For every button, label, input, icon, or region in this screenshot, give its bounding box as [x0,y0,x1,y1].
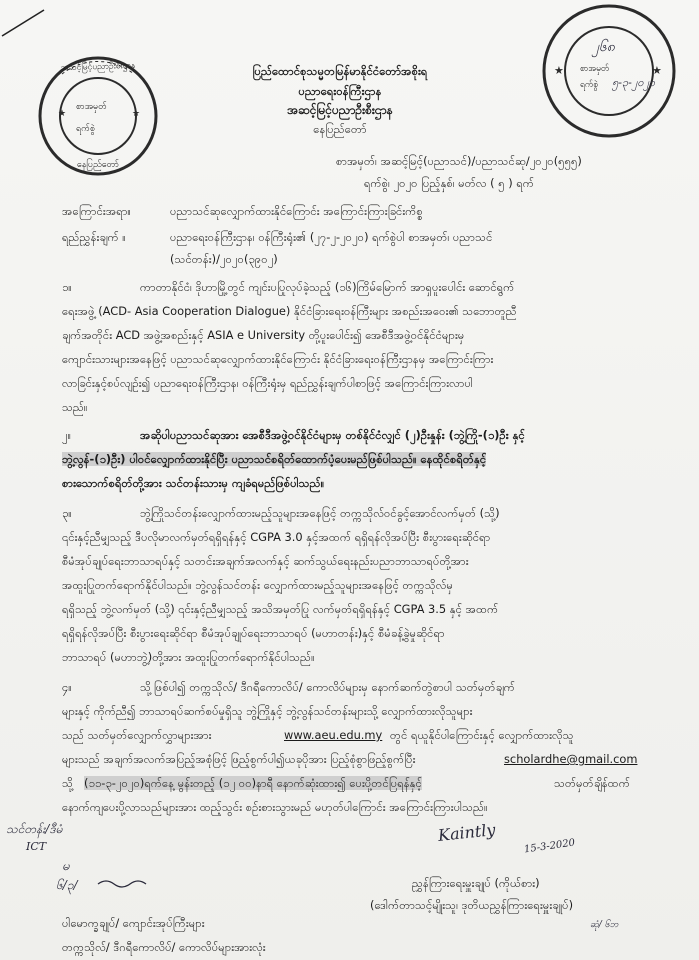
paragraph-3-line: ဘွဲ့ကြိုသင်တန်းလျှောက်ထားမည့်သူများအနေဖြင့် တက္ကသိုလ်ဝင်ခွင့်အောင်လက်မှတ် (သို့) [140,506,500,520]
paragraph-4-line: သတ်မှတ်ချိန်ထက် [554,776,630,790]
paragraph-1-line: ချက်အတိုင်း ACD အဖွဲ့အစည်းနှင့် ASIA e University တို့ပူးပေါင်း၍ အေစီဒီအဖွဲ့ဝင်နိုင်ငံများမှ [62,328,465,342]
paragraph-1-line: ရေးအဖွဲ့ (ACD- Asia Cooperation Dialogue) နိုင်ငံခြားရေးဝန်ကြီးများ အစည်းအဝေး၏ သဘောတူညီ [62,304,517,318]
pen-mark-icon [0,0,50,40]
department-seal-left [36,54,160,178]
recipients-line-2: တက္ကသိုလ်/ ဒီဂရီကောလိပ်/ ကောလိပ်များအားလုံး [62,940,266,954]
paragraph-4-line: သည် သတ်မှတ်လျှောက်လွှာများအား [62,728,212,742]
deadline-highlight: (၁၁-၃-၂၀၂၀)ရက်နေ့ မွန်းတည့် (၁၂ ၀၀)နာရီ နောက်ဆုံးထား၍ ပေးပို့တင်ပြရန်နှင့် [84,776,422,790]
paragraph-4-line: တွင် ရယူနိုင်ပါကြောင်းနှင့် လျှောက်ထားလိုသူ [390,728,574,742]
paragraph-3-line: ရရှိရန်လိုအပ်ပြီး စီးပွားရေးဆိုင်ရာ စီမံအုပ်ချုပ်ရေးဘာသာရပ် (မဟာတန်း)နှင့် စီမံခန့်ခွဲမှုဆိုင်ရာ [62,626,445,640]
received-seal-right [540,2,678,140]
subject-label: အကြောင်းအရာ။ [62,204,131,218]
paragraph-2-number: ၂။ [62,428,72,442]
paragraph-4-line: များနှင့် ကိုက်ညီ၍ ဘာသာရပ်ဆက်စပ်မှုရှိသူ ဘွဲ့ကြိုနှင့် ဘွဲ့လွန်သင်တန်းများသို့ လျှောက်ထားလိုသူများ [62,704,473,718]
scribble-icon [96,876,156,890]
paragraph-4-line: သို့ဖြစ်ပါ၍ တက္ကသိုလ်/ ဒီဂရီကောလိပ်/ ကောလိပ်များမှ နောက်ဆက်တွဲစာပါ သတ်မှတ်ချက် [140,680,515,694]
seal-right-field-letter: စာအမှတ် [580,64,610,74]
paragraph-3-number: ၃။ [62,506,72,520]
svg-text:★: ★ [58,109,67,119]
paragraph-1-line: ကာတာနိုင်ငံ၊ ဒိုဟာမြို့တွင် ကျင်းပပြုလုပ်ခဲ့သည့် (၁၆)ကြိမ်မြောက် အာရှပူးပေါင်း ဆောင်ရွက် [140,280,515,294]
email-link[interactable]: scholardhe@gmail.com [504,752,638,766]
svg-text:★: ★ [132,109,141,119]
signature-date: 15-3-2020 [523,837,576,856]
signature-scribble: Kaintly [437,820,497,845]
letterhead-department: အဆင့်မြင့်ပညာဦးစီးဌာန [287,103,393,117]
paragraph-3-line: စီမံအုပ်ချုပ်ရေးဘာသာရပ်နှင့် သတင်းအချက်အလက်နှင့် ဆက်သွယ်ရေးနည်းပညာဘာသာရပ်တို့အား [62,554,469,568]
paragraph-2-line: ဘွဲ့လွန်-(၁)ဦး) ပါဝင်လျှောက်ထားနိုင်ပြီး ပညာသင်စရိတ်ထောက်ပံ့ပေးမည်ဖြစ်ပါသည်။ နေထိုင်စရိတ်နှင့် [62,452,487,466]
paragraph-3-line: ဘာသာရပ် (မဟာဘွဲ့)တို့အား အထူးပြုတက်ရောက်နိုင်ပါသည်။ [62,650,315,664]
margin-note: ၆/၃/ [56,878,78,892]
website-link[interactable]: www.aeu.edu.my [284,728,383,742]
paragraph-1-line: သည်။ [62,400,88,414]
paragraph-3-line: ရရှိသည့် ဘွဲ့လက်မှတ် (သို့) ၎င်းနှင့်ညီမျှသည့် အသိအမှတ်ပြု လက်မှတ်ရရှိရန်နှင့် CGPA 3.5 နှင့် အထက် [62,602,499,616]
letterhead-city: နေပြည်တော် [313,122,367,136]
subject-text: ပညာသင်ဆုလျှောက်ထားနိုင်ကြောင်း အကြောင်းကြားခြင်းကိစ္စ [170,204,423,218]
letterhead-ministry: ပညာရေးဝန်ကြီးဌာန [298,84,382,98]
seal-right-date: ၅-၃-၂၀၂၀ [612,76,655,89]
svg-text:★: ★ [652,64,662,77]
paragraph-4-line: သို့ [62,776,74,790]
paragraph-4-number: ၄။ [62,680,72,694]
seal-left-field-date: ရက်စွဲ [76,124,96,134]
signatory-name: (ဒေါက်တာသင့်မျိုးသူ၊ ဒုတိယညွှန်ကြားရေးမှူးချုပ်) [370,898,574,912]
paragraph-4-line: နောက်ကျပေးပို့လာသည်များအား ထည့်သွင်း စဉ်းစားသွားမည် မဟုတ်ပါကြောင်း အကြောင်းကြားပါသည်။ [62,800,488,814]
seal-right-number: ၂၆၈ [592,39,615,55]
margin-note: ICT [26,840,47,853]
seal-left-field-letter: စာအမှတ် [76,102,107,112]
paragraph-1-line: လာခြင်းနှင့်စပ်လျဉ်း၍ ပညာရေးဝန်ကြီးဌာန၊ ဝန်ကြီးရုံးမှ ရည်ညွှန်းချက်ပါစာဖြင့် အကြောင်းကြားလာပါ [62,376,473,390]
seal-left-bottom-text: နေပြည်တော် [76,160,120,170]
svg-text:★: ★ [554,64,564,77]
paragraph-2-line: စားသောက်စရိတ်တို့အား သင်တန်းသားမှ ကျခံရမည်ဖြစ်ပါသည်။ [62,476,325,490]
paragraph-1-line: ကျောင်းသားများအနေဖြင့် ပညာသင်ဆုလျှောက်ထားနိုင်ကြောင်း နိုင်ငံခြားရေးဝန်ကြီးဌာနမှ အကြောင်းကြား [62,352,494,366]
reference-label: ရည်ညွှန်းချက် ။ [62,230,126,244]
margin-note: ဆုံ/ ၆ဘ [590,920,619,930]
paragraph-1-number: ၁။ [62,280,72,294]
recipients-line-1: ပါမောက္ခချုပ်/ ကျောင်းအုပ်ကြီးများ [62,916,205,930]
paragraph-3-line: ၎င်းနှင့်ညီမျှသည့် ဒီပလိုမာလက်မှတ်ရရှိရန်နှင့် CGPA 3.0 နှင့်အထက် ရရှိရန်လိုအပ်ပြီး စီးပွားရေးဆိုင်ရာ [62,530,491,544]
paragraph-3-line: အထူးပြုတက်ရောက်နိုင်ပါသည်။ ဘွဲ့လွန်သင်တန်း လျှောက်ထားမည့်သူများအနေဖြင့် တက္ကသိုလ်မှ [62,578,453,592]
seal-right-field-date: ရက်စွဲ [580,80,598,90]
seal-left-top-text: အဆင့်မြင့်ပညာဦးစီးဌာန [60,60,136,74]
signatory-title: ညွှန်ကြားရေးမှူးချုပ် (ကိုယ်စား) [412,876,540,890]
letter-date: ရက်စွဲ၊ ၂၀၂၀ ပြည့်နှစ်၊ မတ်လ ( ၅ ) ရက် [364,176,535,190]
letterhead-government: ပြည်ထောင်စုသမ္မတမြန်မာနိုင်ငံတော်အစိုးရ [252,64,428,78]
reference-line-2: (သင်တန်း)/၂၀၂၀(၃၉၀၂) [170,252,278,266]
paragraph-2-line: အဆိုပါပညာသင်ဆုအား အေစီဒီအဖွဲ့ဝင်နိုင်ငံများမှ တစ်နိုင်ငံလျှင် (၂)ဦးနှုန်း (ဘွဲ့ကြို-(၁)ဦး နှင့် [140,428,525,442]
reference-line-1: ပညာရေးဝန်ကြီးဌာန၊ ဝန်ကြီးရုံး၏ (၂၇-၂-၂၀၂၀) ရက်စွဲပါ စာအမှတ်၊ ပညာသင် [170,230,493,244]
paragraph-4-line: များသည် အချက်အလက်အပြည့်အစုံဖြင့် ဖြည့်စွက်ပါ၍ယခုပိုအား ပြည့်စုံစွာဖြည့်စွက်ပြီး [62,752,416,766]
margin-note: သင်တန်း/ဒီမံ [6,822,63,836]
margin-note: မ [62,859,70,874]
letter-number: စာအမှတ်၊ အဆင့်မြင့်(ပညာသင်)/ပညာသင်ဆု/၂၀၂၀(၅၅၅) [336,154,582,168]
